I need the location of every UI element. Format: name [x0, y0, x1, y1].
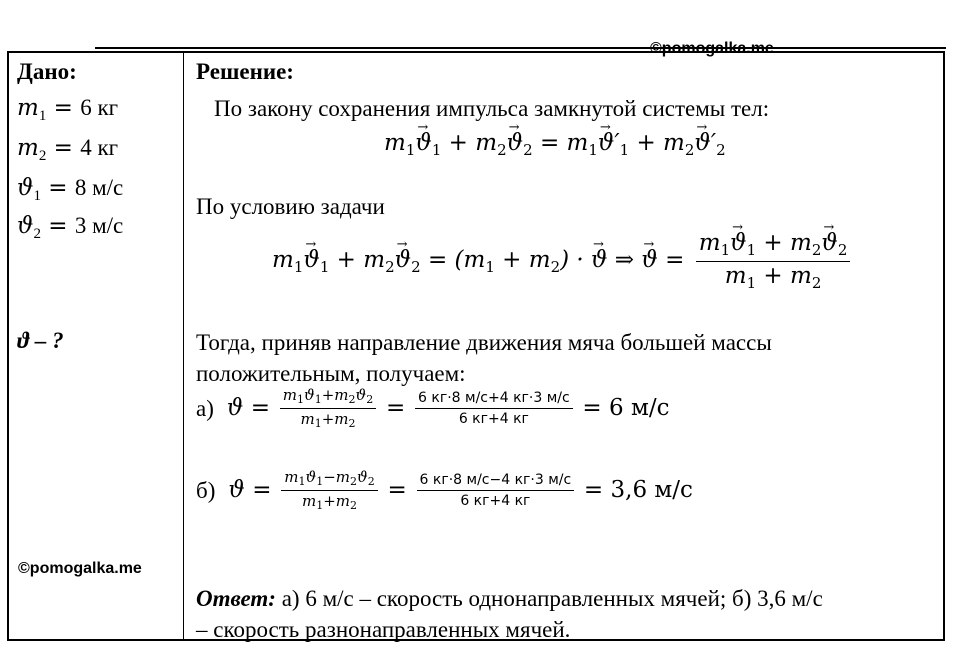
given-v2: $ϑ_2 = 3$ м/с: [17, 213, 124, 242]
answer-line-1: [196, 587, 823, 610]
solution-line-2: По условию задачи: [196, 194, 385, 219]
given-m2: $m_2 = 4$ кг: [17, 135, 119, 164]
solution-line-3: Тогда, приняв направление движения мяча большей массы: [196, 330, 772, 355]
watermark-top: ©pomogalka.me: [650, 40, 774, 57]
table-top-line: [95, 47, 946, 49]
equation-case-a: а) ϑ = $\frac{m_1ϑ_1+m_2ϑ_2}{m_1+m_2}$ = $\frac{6 кг\cdot 8 м/с+4 кг\cdot 3 м/с}{6 кг+4 кг}$ = 6 м/с: [196, 386, 670, 430]
given-v1: $ϑ_1 = 8$ м/с: [17, 175, 124, 204]
equation-case-b: б) ϑ = $\frac{m_1ϑ_1-m_2ϑ_2}{m_1+m_2}$ = $\frac{6 кг\cdot 8 м/с-4 кг\cdot 3 м/с}{6 кг+4 кг}$ = 3,6 м/с: [196, 468, 693, 512]
given-m1: $m_1 = 6$ кг: [17, 95, 119, 124]
answer-line-2: – скорость разнонаправленных мячей.: [196, 617, 571, 642]
equation-momentum: $m_1\to ϑ_1 + m_2\to ϑ_2 = m_1\to ϑ'_1 + m_2\to ϑ'_2$: [384, 132, 726, 158]
answer-text: а) 6 м/с – скорость однонаправленных мячей; б) 3,6 м/с: [275, 586, 823, 611]
answer-label: Ответ:: [196, 586, 276, 611]
watermark-bottom: ©pomogalka.me: [18, 560, 142, 577]
given-header: Дано:: [17, 59, 77, 84]
column-divider: [183, 51, 184, 641]
solution-line-1: По закону сохранения импульса замкнутой системы тел:: [214, 96, 770, 121]
find-label: ϑ – ?: [17, 328, 64, 353]
equation-inelastic: $m_1\to ϑ_1 + m_2\to ϑ_2 = (m_1 + m_2)$ · → ϑ ⇒ → ϑ = $\frac{m_1\to ϑ_1 + m_2\to ϑ_2}{m_1 + m_2}$: [272, 232, 854, 291]
solution-header: Решение:: [196, 59, 294, 84]
solution-line-4: положительным, получаем:: [196, 361, 466, 386]
